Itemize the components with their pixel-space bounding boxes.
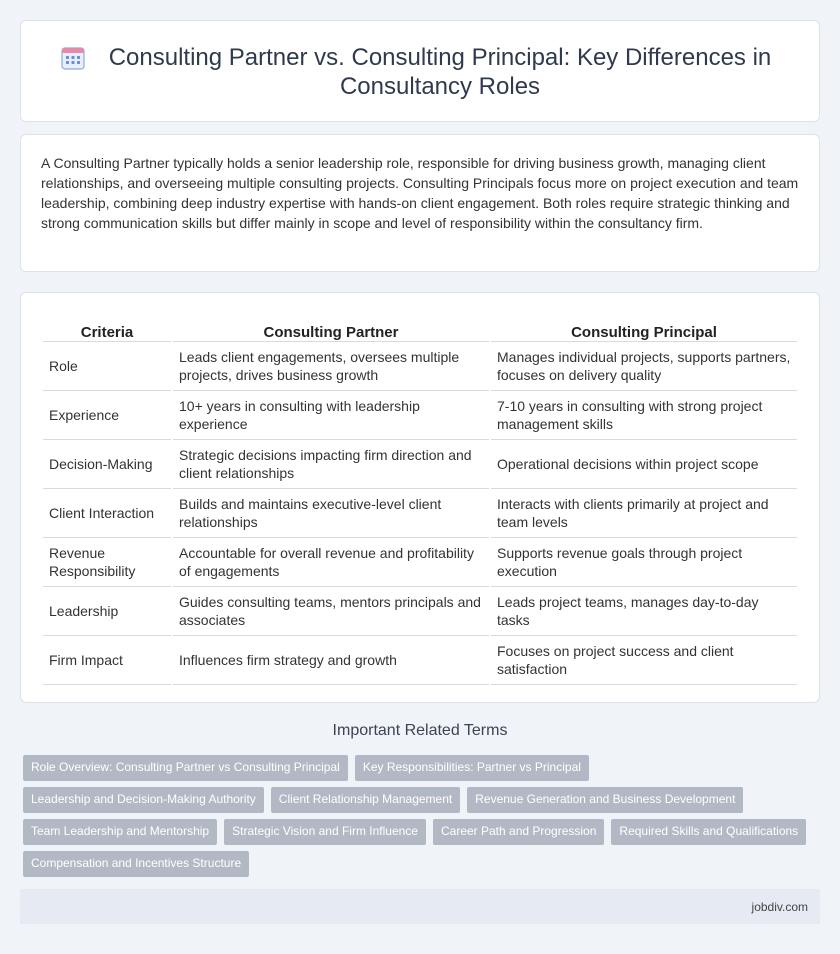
row-criteria: Client Interaction: [43, 489, 171, 538]
related-terms-list: [23, 755, 823, 877]
table-row: [43, 342, 797, 391]
footer: [20, 889, 820, 924]
related-terms-title: Important Related Terms: [332, 722, 508, 739]
related-term-tag[interactable]: Strategic Vision and Firm Influence: [224, 819, 426, 845]
header-partner: Consulting Partner: [173, 311, 489, 342]
row-partner: Leads client engagements, oversees multiple projects, drives business growth: [173, 342, 489, 391]
row-criteria: Role: [43, 342, 171, 391]
table-row: [43, 636, 797, 685]
header-criteria: Criteria: [43, 311, 171, 342]
comparison-card: [20, 292, 820, 703]
table-row: [43, 538, 797, 587]
related-term-tag[interactable]: Revenue Generation and Business Development: [467, 787, 743, 813]
table-header-row: [43, 311, 797, 342]
table-row: [43, 587, 797, 636]
intro-paragraph: A Consulting Partner typically holds a senior leadership role, responsible for driving business growth, managing client relationships, and overseeing multiple consulting projects. Consulting Principals focus more on project execution and team leadership, combining deep industry expertise with hands-on client engagement. Both roles require strategic thinking and strong communication skills but differ mainly in scope and level of responsibility within the consultancy firm.: [41, 155, 799, 231]
row-partner: Builds and maintains executive-level client relationships: [173, 489, 489, 538]
comparison-table: [41, 311, 799, 685]
row-principal: Operational decisions within project scope: [491, 440, 797, 489]
row-principal: Supports revenue goals through project execution: [491, 538, 797, 587]
row-criteria: Experience: [43, 391, 171, 440]
table-row: [43, 391, 797, 440]
page-title: Consulting Partner vs. Consulting Principal: Key Differences in Consultancy Roles: [108, 44, 772, 100]
header-principal: Consulting Principal: [491, 311, 797, 342]
table-row: [43, 489, 797, 538]
row-principal: Manages individual projects, supports partners, focuses on delivery quality: [491, 342, 797, 391]
row-partner: Guides consulting teams, mentors principals and associates: [173, 587, 489, 636]
table-row: [43, 440, 797, 489]
row-principal: 7-10 years in consulting with strong project management skills: [491, 391, 797, 440]
row-criteria: Decision-Making: [43, 440, 171, 489]
related-term-tag[interactable]: Team Leadership and Mentorship: [23, 819, 217, 845]
related-term-tag[interactable]: Client Relationship Management: [271, 787, 460, 813]
related-term-tag[interactable]: Required Skills and Qualifications: [611, 819, 806, 845]
row-partner: 10+ years in consulting with leadership experience: [173, 391, 489, 440]
related-term-tag[interactable]: Role Overview: Consulting Partner vs Consulting Principal: [23, 755, 348, 781]
related-term-tag[interactable]: Leadership and Decision-Making Authority: [23, 787, 264, 813]
related-term-tag[interactable]: Compensation and Incentives Structure: [23, 851, 249, 877]
row-criteria: Firm Impact: [43, 636, 171, 685]
related-term-tag[interactable]: Career Path and Progression: [433, 819, 604, 845]
row-criteria: Leadership: [43, 587, 171, 636]
row-principal: Leads project teams, manages day-to-day tasks: [491, 587, 797, 636]
row-principal: Interacts with clients primarily at project and team levels: [491, 489, 797, 538]
row-partner: Strategic decisions impacting firm direction and client relationships: [173, 440, 489, 489]
row-criteria: Revenue Responsibility: [43, 538, 171, 587]
related-term-tag[interactable]: Key Responsibilities: Partner vs Principal: [355, 755, 589, 781]
row-partner: Accountable for overall revenue and profitability of engagements: [173, 538, 489, 587]
footer-site-link[interactable]: jobdiv.com: [751, 900, 808, 914]
calendar-grid-icon: [60, 45, 86, 71]
row-principal: Focuses on project success and client satisfaction: [491, 636, 797, 685]
row-partner: Influences firm strategy and growth: [173, 636, 489, 685]
header-card: [20, 20, 820, 122]
intro-card: [20, 134, 820, 272]
